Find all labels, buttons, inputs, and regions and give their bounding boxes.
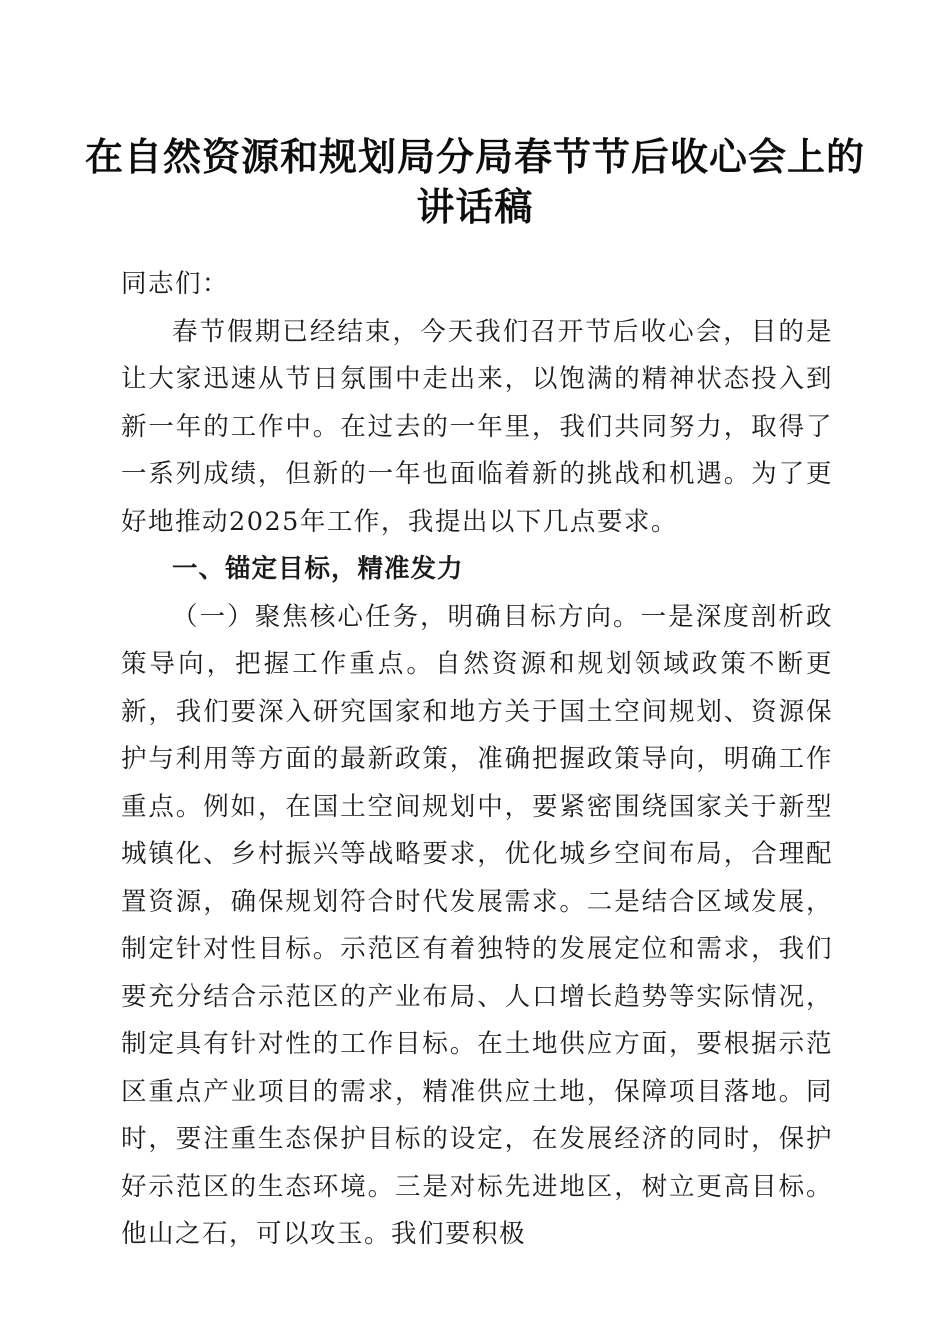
document-body: [121, 261, 833, 1259]
title-line-2: 讲话稿: [416, 184, 534, 229]
subsection-body-1: 一是深度剖析政策导向，把握工作重点。自然资源和规划领域政策不断更新，我们要深入研究国家和地方关于国土空间规划、资源保护与利用等方面的最新政策，准确把握政策导向，明确工作重点。例如，在国土空间规划中，要紧密围绕国家关于新型城镇化、乡村振兴等战略要求，优化城乡空间布局，合理配置资源，确保规划符合时代发展需求。二是结合区域发展，制定针对性目标。示范区有着独特的发展定位和需求，我们要充分结合示范区的产业布局、人口增长趋势等实际情况，制定具有针对性的工作目标。在土地供应方面，要根据示范区重点产业项目的需求，精准供应土地，保障项目落地。同时，要注重生态保护目标的设定，在发展经济的同时，保护好示范区的生态环境。三是对标先进地区，树立更高目标。他山之石，可以攻玉。我们要积极: [121, 601, 833, 1249]
section-heading-1: 一、锚定目标，精准发力: [172, 554, 464, 584]
title-line-1: 在自然资源和规划局分局春节节后收心会上的: [84, 134, 865, 179]
subsection-paragraph-1: [121, 594, 833, 1259]
subsection-lead-1: （一）聚焦核心任务，明确目标方向。: [172, 601, 641, 632]
greeting: 同志们：: [121, 269, 230, 299]
document-title: [80, 132, 870, 232]
intro-paragraph: 春节假期已经结束，今天我们召开节后收心会，目的是让大家迅速从节日氛围中走出来，以饱满的精神状态投入到新一年的工作中。在过去的一年里，我们共同努力，取得了一系列成绩，但新的一年也面临着新的挑战和机遇。为了更好地推动2025年工作，我提出以下几点要求。: [121, 316, 833, 537]
